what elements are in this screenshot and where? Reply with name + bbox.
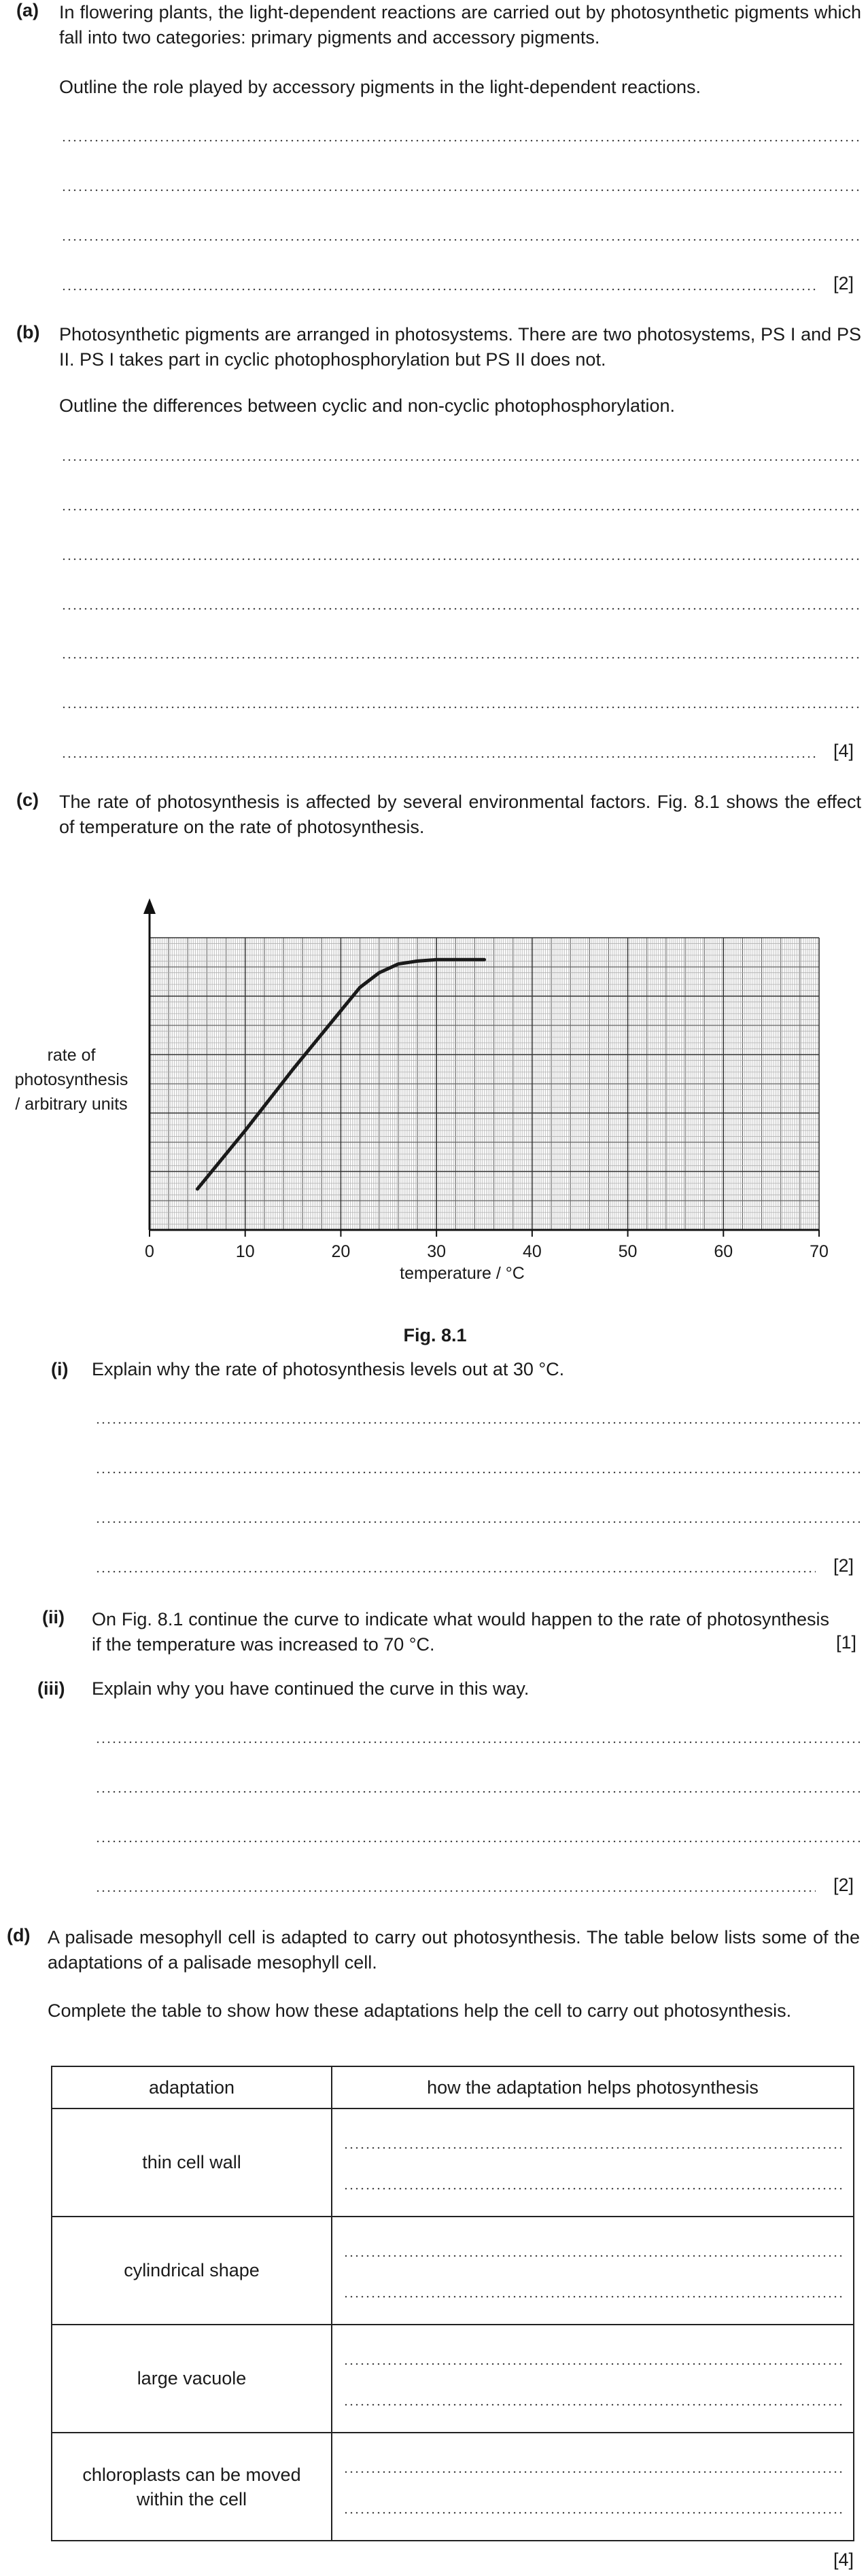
answer-cell[interactable] [332,2109,854,2217]
part-c-iii-question: Explain why you have continued the curve in this way. [92,1678,530,1699]
answer-line[interactable] [95,1471,860,1474]
part-a-marks: [2] [833,273,854,294]
part-c-i-question: Explain why the rate of photosynthesis levels out at 30 °C. [92,1359,565,1379]
figure-caption: Fig. 8.1 [403,1325,467,1345]
adaptation-cell: large vacuole [52,2325,332,2433]
part-d-label: (d) [7,1925,31,1945]
adaptation-cell: chloroplasts can be moved within the cell [52,2433,332,2541]
part-a-label: (a) [16,0,39,20]
adaptation-cell: cylindrical shape [52,2217,332,2325]
part-d-text: A palisade mesophyll cell is adapted to carry out photosynthesis. The table below lists some of the adaptations of a palisade mesophyll cell. [48,1927,860,1973]
x-tick-label: 70 [810,1242,829,1261]
figure-8-1 [0,883,868,1291]
y-axis-label-line: photosynthesis [14,1070,128,1089]
part-b-label: (b) [16,322,40,342]
answer-line[interactable] [95,1840,860,1843]
x-tick-label: 10 [235,1242,255,1261]
part-c-ii-question: On Fig. 8.1 continue the curve to indicate what would happen to the rate of photosynthesis if the temperature was increased to 70 °C. [92,1609,829,1655]
answer-line[interactable] [61,706,860,709]
part-a-text: In flowering plants, the light-dependent reactions are carried out by photosynthetic pigments which fall into two categories: primary pigments and accessory pigments. [59,2,861,48]
answer-cell[interactable] [332,2433,854,2541]
table-row [52,2433,854,2541]
part-c-iii-label: (iii) [37,1678,65,1699]
answer-line[interactable] [61,508,860,511]
answer-line[interactable] [95,1570,816,1573]
answer-line[interactable] [95,1521,860,1523]
adaptation-table [51,2066,854,2541]
part-c-text: The rate of photosynthesis is affected by several environmental factors. Fig. 8.1 shows the effect of temperature on the rate of photosynthesis. [59,792,861,837]
adaptation-cell: thin cell wall [52,2109,332,2217]
x-tick-label: 60 [714,1242,733,1261]
table-row [52,2109,854,2217]
answer-line[interactable] [95,1890,816,1892]
y-axis-label [0,1043,143,1116]
answer-line[interactable] [61,756,816,758]
part-c-ii-label: (ii) [42,1607,65,1627]
y-axis-label-line: / arbitrary units [15,1095,128,1114]
part-b-question: Outline the differences between cyclic and non-cyclic photophosphorylation. [59,395,676,416]
answer-cell[interactable] [332,2325,854,2433]
x-tick-label: 50 [618,1242,638,1261]
answer-line[interactable] [95,1741,860,1744]
answer-line[interactable] [61,189,860,192]
table-header: adaptation [52,2066,332,2109]
table-header: how the adaptation helps photosynthesis [332,2066,854,2109]
part-d-marks: [4] [833,2549,854,2570]
answer-line[interactable] [61,459,860,461]
answer-line[interactable] [61,656,860,659]
y-axis-arrow-icon [143,898,156,914]
x-axis-label: temperature / °C [400,1264,525,1283]
answer-line[interactable] [61,558,860,561]
answer-line[interactable] [61,288,816,291]
answer-line[interactable] [61,239,860,241]
part-a-question: Outline the role played by accessory pigments in the light-dependent reactions. [59,77,701,97]
part-c-iii-marks: [2] [833,1875,854,1895]
answer-line[interactable] [61,139,860,142]
x-tick-label: 30 [427,1242,447,1261]
answer-line[interactable] [61,607,860,610]
x-tick-label: 0 [145,1242,154,1261]
table-row [52,2217,854,2325]
part-b-marks: [4] [833,741,854,761]
y-axis-label-line: rate of [47,1046,96,1065]
part-c-i-label: (i) [51,1359,69,1379]
part-b-text: Photosynthetic pigments are arranged in photosystems. There are two photosystems, PS I and PS II. PS I takes part in cyclic photophosphorylation but PS II does not. [59,324,861,370]
answer-line[interactable] [95,1422,860,1424]
part-c-label: (c) [16,790,39,810]
x-tick-label: 20 [331,1242,351,1261]
part-d-question: Complete the table to show how these adaptations help the cell to carry out photosynthesis. [48,2000,792,2021]
answer-cell[interactable] [332,2217,854,2325]
part-c-ii-marks: [1] [836,1632,857,1653]
part-c-i-marks: [2] [833,1555,854,1576]
table-row [52,2325,854,2433]
x-tick-label: 40 [522,1242,542,1261]
answer-line[interactable] [95,1790,860,1793]
